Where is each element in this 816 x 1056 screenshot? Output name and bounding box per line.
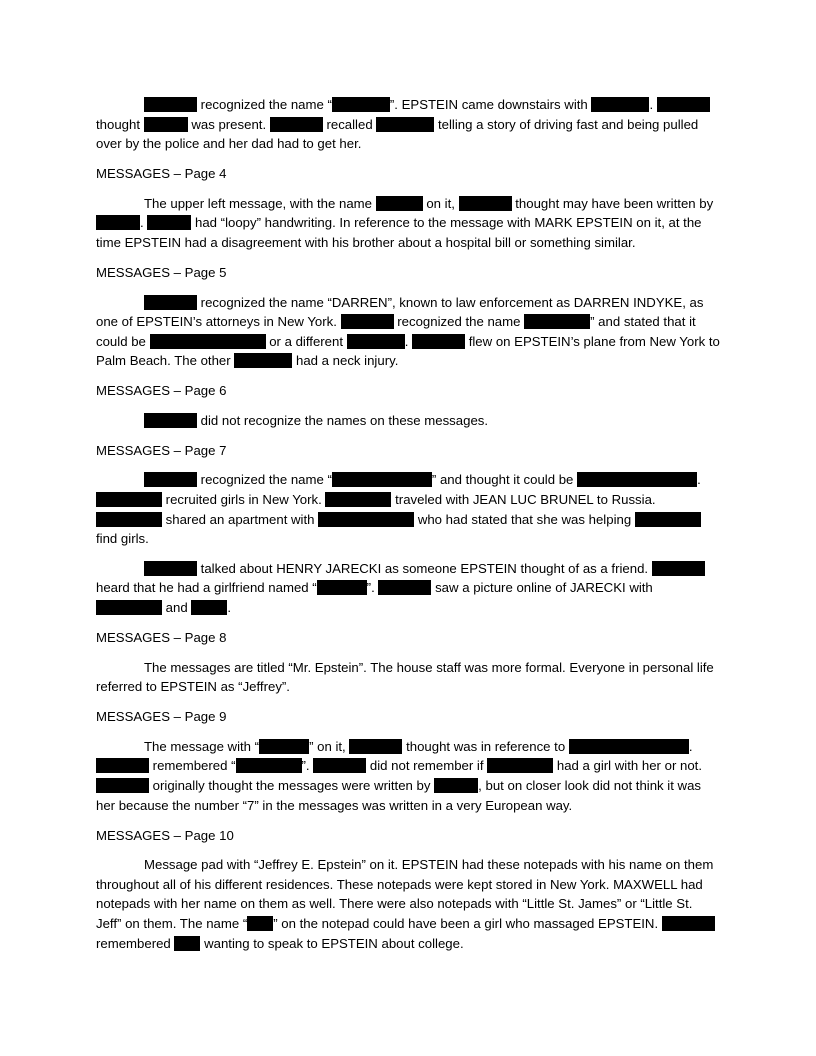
redaction [635,512,701,527]
paragraph-page-7b: talked about HENRY JARECKI as someone EPSTEIN thought of as a friend. heard that he had a girlfriend named “ ”. saw a picture online of JARECKI with and . [96,559,721,618]
redaction [325,492,391,507]
redaction [657,97,710,112]
redaction [569,739,689,754]
redaction [144,295,197,310]
paragraph-page-5: recognized the name “DARREN”, known to law enforcement as DARREN INDYKE, as one of EPSTEIN’s attorneys in New York. recognized the name ” and stated that it could be or a different . flew on EPSTEIN’s plane from New York to Palm Beach. The other had a neck injury. [96,294,720,369]
redaction [144,97,197,112]
paragraph-page-6: did not recognize the names on these messages. [96,411,721,431]
redaction [487,758,553,773]
heading-messages-page-7: MESSAGES – Page 7 [96,442,227,458]
paragraph-page-9: The message with “ ” on it, thought was in reference to . remembered “ ”. did not remember if had a girl with her or not. originally thought the messages were written by , but on closer look did not think it was her because the number “7” in the messages was written in a very European way. [96,738,702,813]
redaction [96,512,162,527]
redaction [150,334,266,349]
redaction [144,413,197,428]
redaction [313,758,366,773]
redaction [234,353,292,368]
heading-messages-page-8: MESSAGES – Page 8 [96,630,227,646]
redaction [96,778,149,793]
heading-messages-page-9: MESSAGES – Page 9 [96,709,227,725]
document-page [96,95,721,953]
redaction [524,314,590,329]
redaction [270,117,323,132]
redaction [144,561,197,576]
heading-messages-page-5: MESSAGES – Page 5 [96,264,227,280]
redaction [96,215,140,230]
paragraph-page-8: The messages are titled “Mr. Epstein”. The house staff was more formal. Everyone in personal life referred to EPSTEIN as “Jeffrey”. [96,659,714,695]
paragraph-page-4: The upper left message, with the name on it, thought may have been written by . had “loopy” handwriting. In reference to the message with MARK EPSTEIN on it, at the time EPSTEIN had a disagreement with his brother about a hospital bill or something similar. [96,195,714,250]
redaction [96,600,162,615]
redaction [376,117,434,132]
redaction [591,97,649,112]
redaction [332,97,390,112]
redaction [378,580,431,595]
redaction [174,936,200,951]
redaction [577,472,697,487]
redaction [341,314,394,329]
redaction [259,739,309,754]
redaction [317,580,367,595]
redaction [191,600,227,615]
redaction [96,492,162,507]
heading-messages-page-4: MESSAGES – Page 4 [96,166,227,182]
redaction [144,117,188,132]
paragraph-page-7a: recognized the name “ ” and thought it could be . recruited girls in New York. traveled with JEAN LUC BRUNEL to Russia. shared an apartment with who had stated that she was helping find girls. [96,472,701,547]
redaction [247,916,273,931]
redaction [652,561,705,576]
redaction [376,196,423,211]
paragraph-page-10: Message pad with “Jeffrey E. Epstein” on it. EPSTEIN had these notepads with his name on them throughout all of his different residences. These notepads were kept stored in New York. MAXWELL had notepads with her name on them as well. There were also notepads with “Little St. James” or “Little St. Jeff” on them. The name “ ” on the notepad could have been a girl who massaged EPSTEIN. remembered wanting to speak to EPSTEIN about college. [96,857,714,951]
redaction [96,758,149,773]
heading-messages-page-6: MESSAGES – Page 6 [96,383,227,399]
redaction [236,758,302,773]
redaction [347,334,405,349]
redaction [412,334,465,349]
redaction [144,472,197,487]
heading-messages-page-10: MESSAGES – Page 10 [96,827,234,843]
redaction [434,778,478,793]
redaction [147,215,191,230]
paragraph-page-3-end: recognized the name “ ”. EPSTEIN came downstairs with . thought was present. recalled telling a story of driving fast and being pulled over by the police and her dad had to get her. [96,95,721,154]
redaction [318,512,414,527]
redaction [662,916,715,931]
redaction [349,739,402,754]
redaction [332,472,432,487]
redaction [459,196,512,211]
